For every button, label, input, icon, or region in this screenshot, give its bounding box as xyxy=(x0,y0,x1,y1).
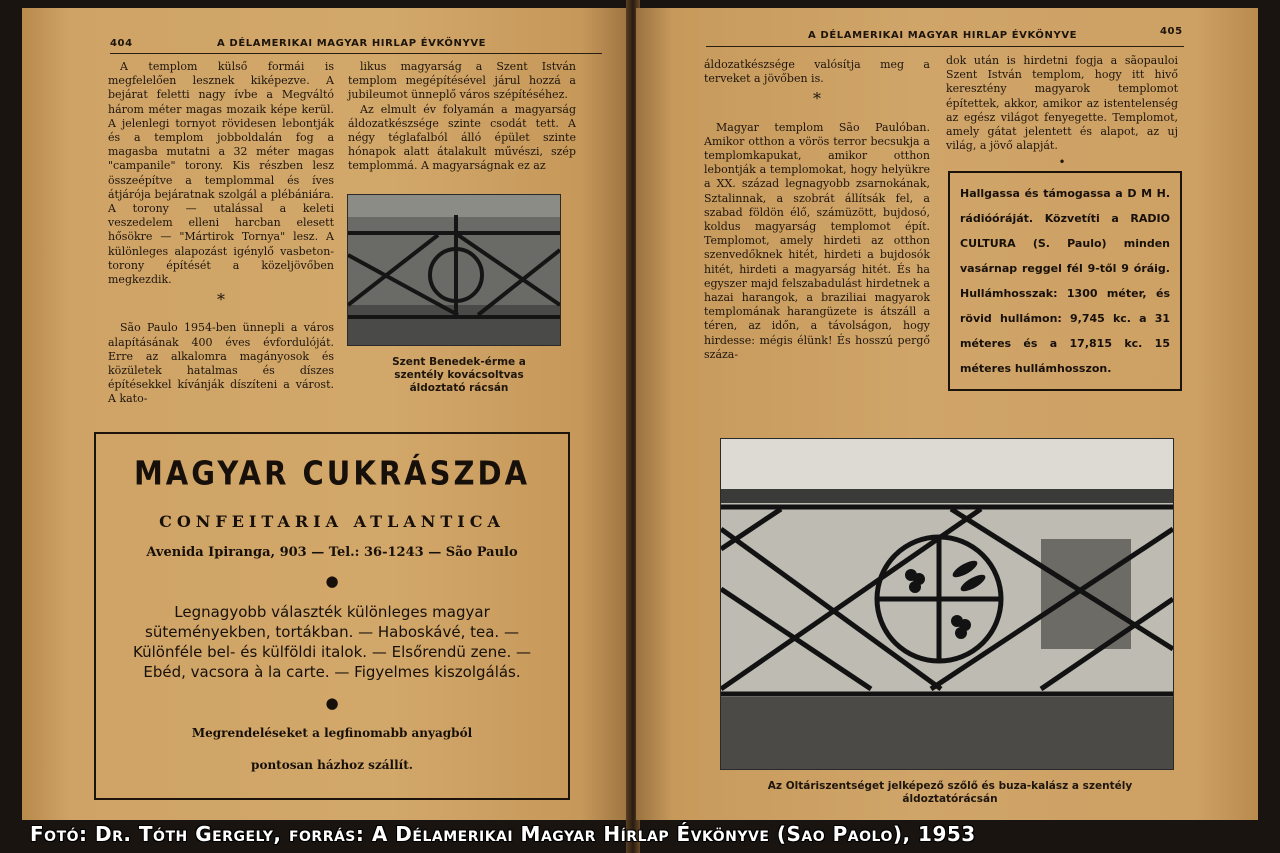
ad-footer-line-2: pontosan házhoz szállít. xyxy=(251,758,413,772)
right-photo-altar-rail xyxy=(720,438,1174,770)
ad-title: MAGYAR CUKRÁSZDA xyxy=(133,453,531,493)
ad-footer-line-1: Megrendeléseket a legfinomabb anyagból xyxy=(191,726,473,740)
left-column-2 xyxy=(348,60,576,174)
right-column-2 xyxy=(946,54,1178,170)
ad-body-text: Legnagyobb választék különleges magyar süteményekben, tortákban. — Haboskávé, tea. — Különféle bel- és külföldi italok. — Elsőrendü zene. — Ebéd, vacsora à la carte. — Figyelmes kiszolgálás. xyxy=(133,603,531,681)
left-col2-paragraph-2: Az elmult év folyamán a magyarság áldozatkészsége szinte csodát tett. A négy téglafalból álló épület szinte hónapok alatt átalakult művészi, szép templommá. A magyarságnak ez az xyxy=(348,102,576,173)
left-separator-star: * xyxy=(217,290,225,310)
photo-credit-overlay: Fotó: Dr. Tóth Gergely, forrás: A Délamerikai Magyar Hírlap Évkönyve (Sao Paolo), 1953 xyxy=(30,822,976,846)
right-column-1 xyxy=(704,58,930,362)
left-page-number: 404 xyxy=(110,38,133,49)
wrought-iron-gate-image xyxy=(348,195,560,345)
left-column-1 xyxy=(108,60,334,407)
right-page xyxy=(636,8,1258,820)
right-photo-caption: Az Oltáriszentséget jelképező szőlő és buza-kalász a szentély áldoztatórácsán xyxy=(767,780,1133,805)
ad-bullet-2: ● xyxy=(325,694,339,712)
left-photo-caption: Szent Benedek-érme a szentély kovácsoltvas áldoztató rácsán xyxy=(392,356,526,394)
left-col2-paragraph-1: likus magyarság a Szent István templom megépítésével járul hozzá a jubileumot ünneplő város szépítéséhez. xyxy=(348,60,576,102)
right-separator-star: * xyxy=(813,89,821,109)
ad-address: Avenida Ipiranga, 903 — Tel.: 36-1243 — São Paulo xyxy=(146,545,518,560)
right-col2-text: dok után is hirdetni fogja a sãopauloi Szent István templom, hogy itt hivő keresztény magyarok templomot építettek, akkor, amikor az istentelenség az egész világot fenyegette. Templomot, amely gátat jelentett és alapot, az uj világ, a jövő alapját. xyxy=(946,54,1178,153)
right-bullet: • xyxy=(1058,155,1066,170)
right-page-number: 405 xyxy=(1160,26,1183,37)
left-header-rule xyxy=(110,53,602,54)
left-running-head: A DÉLAMERIKAI MAGYAR HIRLAP ÉVKÖNYVE xyxy=(217,38,487,49)
right-running-head: A DÉLAMERIKAI MAGYAR HIRLAP ÉVKÖNYVE xyxy=(808,30,1078,41)
right-header-rule xyxy=(706,46,1184,47)
ad-bullet-1: ● xyxy=(325,572,339,590)
right-col1-intro: áldozatkészsége valósítja meg a terveket a jövőben is. xyxy=(704,58,930,86)
left-col1-paragraph-2: São Paulo 1954-ben ünnepli a város alapításának 400 éves évfordulóját. Erre az alkalomra magányosok és közületek hatalmas és díszes építésekkel kívánják díszíteni a várost. A kato- xyxy=(108,321,334,406)
pastry-shop-advertisement xyxy=(94,432,570,800)
ad-subtitle: CONFEITARIA ATLANTICA xyxy=(159,512,505,531)
right-col1-paragraph: Magyar templom São Paulóban. Amikor otthon a vörös terror becsukja a templomkapukat, amikor otthon lebontják a templomokat, hogy helyükre a XX. század legnagyobb zsarnokának, Sztalinnak, a szobrát állítsák fel, a szabad földön élő, számüzött, bujdosó, koldus magyarság templomot épít. Templomot, amely hirdeti az otthon szenvedőknek hitét, hirdeti a bujdosók hitét, hirdeti a magyarság hitét. És ha egyszer majd felszabadulást hirdetnek a hazai harangok, a braziliai magyarok templomának harangüzete is átszáll a téren, az időn, a távolságon, hogy hirdesse: mégis élünk! És hosszú pergő száza- xyxy=(704,120,930,361)
left-photo-gate-medal xyxy=(347,194,561,346)
radio-program-box: Hallgassa és támogassa a D M H. rádióóráját. Közvetíti a RADIO CULTURA (S. Paulo) minden vasárnap reggel fél 9-től 9 óráig. Hullámhosszak: 1300 méter, és rövid hullámon: 9,745 kc. a 31 méteres és a 17,815 kc. 15 méteres hullámhosszon. xyxy=(948,171,1182,391)
altar-rail-image xyxy=(721,439,1173,769)
left-page xyxy=(22,8,630,820)
left-col1-paragraph-1: A templom külső formái is megfelelően lesznek kiképezve. A bejárat feletti nagy ívbe a Megváltó három méter magas mozaik képe kerül. A jelenlegi tornyot rövidesen lebontják és a templom jobboldalán fog a magasba mutatni a 32 méter magas "campanile" torony. Kis részben lesz összeépítve a templommal és íves átjárója bejáratnak szolgál a plébániára. A torony — utalással a keleti veszedelem elleni harcban elesett hősökre — "Mártirok Tornya" lesz. A különleges alapozást igénylő vasbeton-torony építését a közeljövőben megkezdik. xyxy=(108,60,334,287)
